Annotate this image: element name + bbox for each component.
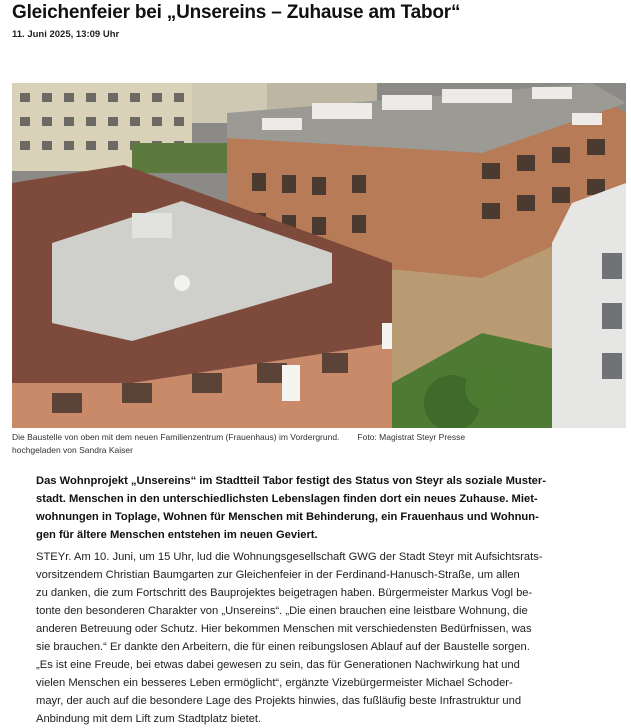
lead-line: stadt. Menschen in den unterschiedlichsten Lebenslagen finden dort ein neues Zuhause. Miet- (36, 493, 538, 505)
photo-credit: Foto: Magistrat Steyr Presse (357, 432, 466, 442)
body-line: „Es ist eine Freude, bei etwas dabei gewesen zu sein, das für Generationen Nachwirkung hat und (36, 659, 520, 671)
article-date: 11. Juni 2025, 13:09 Uhr (12, 29, 120, 40)
article-photo[interactable] (12, 83, 626, 428)
construction-site-photo (12, 83, 626, 428)
body-line: STEYr. Am 10. Juni, um 15 Uhr, lud die Wohnungsgesellschaft GWG der Stadt Steyr mit Aufsichtsrats- (36, 551, 543, 563)
photo-uploader: hochgeladen von Sandra Kaiser (12, 445, 133, 455)
body-line: zu danken, die zum Fortschritt des Bauprojektes beigetragen haben. Bürgermeister Markus Vogl be- (36, 587, 533, 599)
body-line: mayr, der auch auf die besondere Lage des Projekts hinwies, das fußläufig beste Infrastruktur und (36, 695, 522, 707)
lead-line: Das Wohnprojekt „Unsereins“ im Stadtteil Tabor festigt des Status von Steyr als soziale Muster- (36, 475, 546, 487)
article-lead (36, 472, 598, 544)
lead-line: gen für ältere Menschen entstehen im neuen Geviert. (36, 529, 318, 541)
body-line: anderen Betreuung oder Schutz. Hier bekommen Menschen mit verschiedensten Bedürfnissen, was (36, 623, 532, 635)
article-body (36, 548, 602, 728)
lead-line: wohnungen in Toplage, Wohnen für Menschen mit Behinderung, ein Frauenhaus und Wohnun- (36, 511, 539, 523)
article-title: Gleichenfeier bei „Unsereins – Zuhause am Tabor“ (12, 2, 461, 23)
body-line: vorsitzendem Christian Baumgarten zur Gleichenfeier in der Ferdinand-Hanusch-Straße, um allen (36, 569, 520, 581)
body-line: vielen Menschen ein besseres Leben ermöglicht“, ergänzte Vizebürgermeister Michael Schoder- (36, 677, 513, 689)
body-line: sie brauchen.“ Er dankte den Arbeitern, die für einen reibungslosen Ablauf auf der Baustelle sorgen. (36, 641, 530, 653)
photo-caption (12, 431, 622, 457)
body-line: tonte den besonderen Charakter von „Unsereins“. „Die einen brauchen eine leistbare Wohnung, die (36, 605, 528, 617)
body-line: Anbindung mit dem Lift zum Stadtplatz bietet. (36, 713, 262, 725)
caption-text: Die Baustelle von oben mit dem neuen Familienzentrum (Frauenhaus) im Vordergrund. (12, 432, 340, 442)
